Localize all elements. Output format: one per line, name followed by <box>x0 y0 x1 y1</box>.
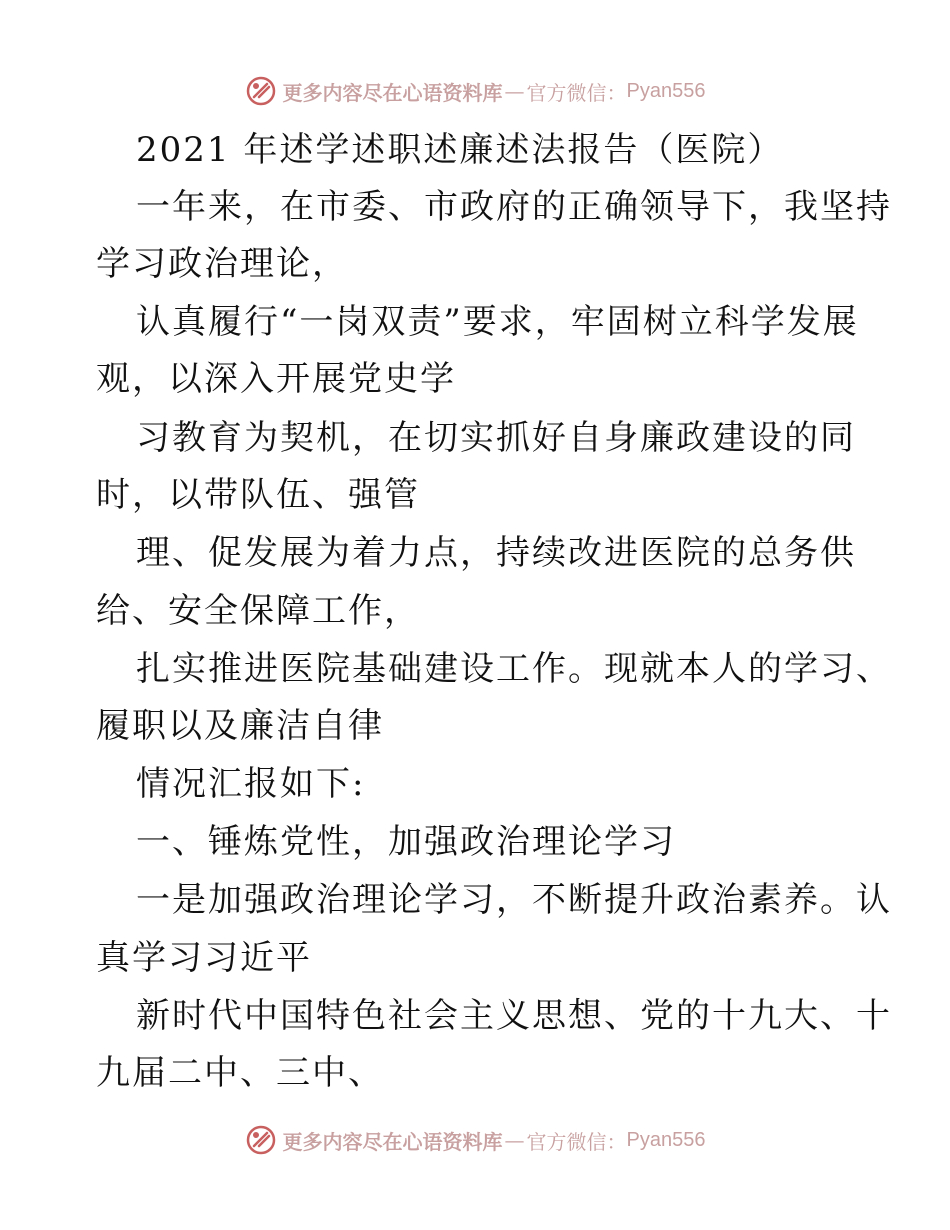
banner-text: 更多内容尽在心语资料库 <box>282 80 503 105</box>
logo-icon <box>245 1124 277 1156</box>
document-title: 2021 年述学述职述廉述法报告（医院） <box>136 130 784 170</box>
paragraph-line: 情况汇报如下: <box>136 764 366 804</box>
banner-separator: — <box>504 1128 525 1152</box>
section-heading: 一、锤炼党性，加强政治理论学习 <box>136 822 676 862</box>
paragraph-line: 理、促发展为着力点，持续改进医院的总务供 <box>136 533 856 573</box>
paragraph-line: 学习政治理论， <box>96 244 348 284</box>
wechat-id: Pyan556 <box>626 79 706 102</box>
paragraph-line: 履职以及廉洁自律 <box>96 706 384 746</box>
paragraph-line: 给、安全保障工作， <box>96 591 420 631</box>
wechat-label: 官方微信： <box>526 1129 627 1154</box>
logo-icon <box>245 75 277 107</box>
wechat-id: Pyan556 <box>626 1128 706 1151</box>
paragraph-line: 认真履行“一岗双责”要求，牢固树立科学发展 <box>136 302 859 342</box>
banner-separator: — <box>504 79 525 103</box>
wechat-label: 官方微信： <box>526 80 627 105</box>
paragraph-line: 真学习习近平 <box>96 938 312 978</box>
paragraph-line: 一年来，在市委、市政府的正确领导下，我坚持 <box>136 187 892 227</box>
banner-text: 更多内容尽在心语资料库 <box>282 1129 503 1154</box>
paragraph-line: 九届二中、三中、 <box>96 1053 384 1093</box>
paragraph-line: 时，以带队伍、强管 <box>96 475 420 515</box>
paragraph-line: 观，以深入开展党史学 <box>96 359 456 399</box>
paragraph-line: 习教育为契机，在切实抓好自身廉政建设的同 <box>136 418 856 458</box>
paragraph-line: 扎实推进医院基础建设工作。现就本人的学习、 <box>136 649 892 689</box>
paragraph-line: 一是加强政治理论学习，不断提升政治素养。认 <box>136 880 892 920</box>
footer-watermark-banner <box>0 1120 950 1160</box>
header-watermark-banner <box>0 71 950 111</box>
paragraph-line: 新时代中国特色社会主义思想、党的十九大、十 <box>136 996 892 1036</box>
